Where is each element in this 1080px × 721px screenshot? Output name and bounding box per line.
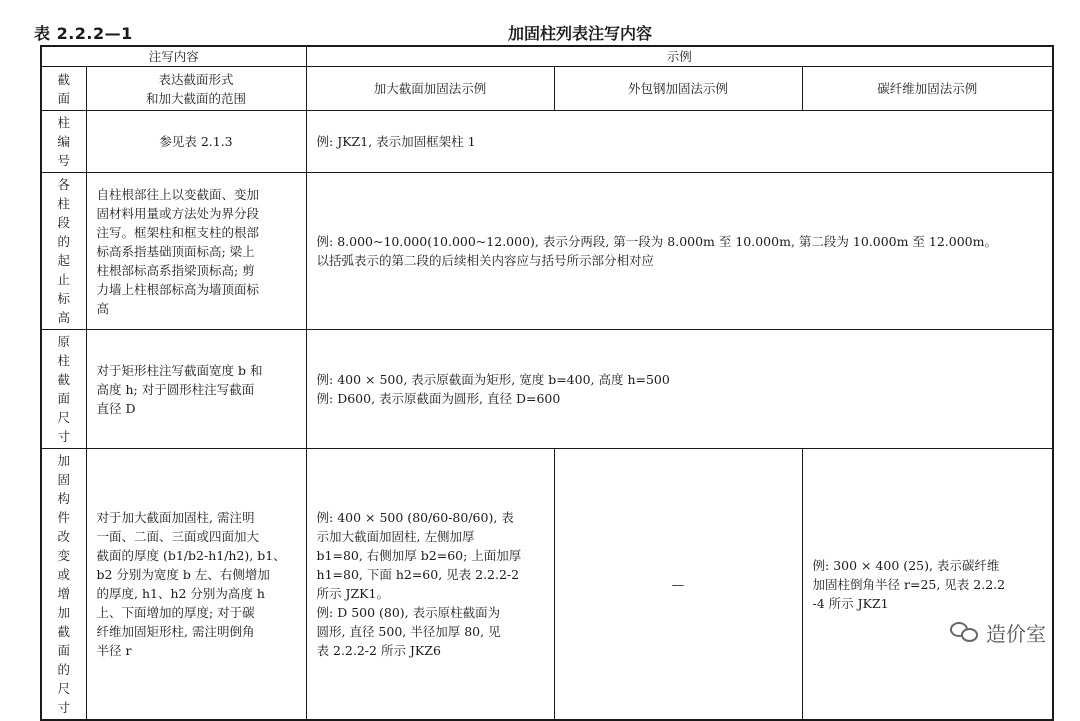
row-label: 各柱段的起止标高 bbox=[41, 173, 86, 330]
row-desc: 自柱根部往上以变截面、变加 固材料用量或方法处为界分段 注写。框架柱和框支柱的根部 标高系指基础顶面标高; 梁上 柱根部标高系指梁顶标高; 剪 力墙上柱根部标高为墙顶面标 高 bbox=[86, 173, 306, 330]
table-row bbox=[41, 330, 1053, 449]
watermark bbox=[950, 618, 1046, 647]
table-row bbox=[41, 111, 1053, 173]
header-row-top bbox=[41, 46, 1053, 67]
row-example: 例: 400 × 500, 表示原截面为矩形, 宽度 b=400, 高度 h=500 例: D600, 表示原截面为圆形, 直径 D=600 bbox=[306, 330, 1053, 449]
table-number: 表 2.2.2—1 bbox=[34, 24, 133, 43]
header-section-label: 截面 bbox=[41, 67, 86, 111]
header-col-carbon: 碳纤维加固法示例 bbox=[802, 67, 1053, 111]
row-desc: 参见表 2.1.3 bbox=[86, 111, 306, 173]
table-title: 加固柱列表注写内容 bbox=[507, 24, 652, 43]
wechat-icon bbox=[950, 620, 980, 646]
annotation-table bbox=[40, 45, 1054, 721]
table-row bbox=[41, 449, 1053, 721]
row-label: 加固构件改变或增加截面的尺寸 bbox=[41, 449, 86, 721]
header-notation: 注写内容 bbox=[41, 46, 306, 67]
row-example-carbon: 例: 300 × 400 (25), 表示碳纤维 加固柱倒角半径 r=25, 见表 2.2.2 -4 所示 JKZ1 bbox=[802, 449, 1053, 721]
row-example: 例: JKZ1, 表示加固框架柱 1 bbox=[306, 111, 1053, 173]
header-col-enlarge: 加大截面加固法示例 bbox=[306, 67, 554, 111]
row-desc: 对于加大截面加固柱, 需注明 一面、二面、三面或四面加大 截面的厚度 (b1/b2-h1/h2), b1、 b2 分别为宽度 b 左、右侧增加 的厚度, h1、h2 分别为高度 h 上、下面增加的厚度; 对于碳 纤维加固矩形柱, 需注明倒角 半径 r bbox=[86, 449, 306, 721]
table-row bbox=[41, 173, 1053, 330]
header-example: 示例 bbox=[306, 46, 1053, 67]
row-label: 原柱截面尺寸 bbox=[41, 330, 86, 449]
row-desc: 对于矩形柱注写截面宽度 b 和 高度 h; 对于圆形柱注写截面 直径 D bbox=[86, 330, 306, 449]
watermark-text: 造价室 bbox=[986, 622, 1046, 646]
header-row-sub bbox=[41, 67, 1053, 111]
row-label: 柱编号 bbox=[41, 111, 86, 173]
row-example: 例: 8.000~10.000(10.000~12.000), 表示分两段, 第一段为 8.000m 至 10.000m, 第二段为 10.000m 至 12.000m。 以括弧表示的第二段的后续相关内容应与括号所示部分相对应 bbox=[306, 173, 1053, 330]
header-col-steel: 外包钢加固法示例 bbox=[554, 67, 802, 111]
row-example-enlarge: 例: 400 × 500 (80/60-80/60), 表 示加大截面加固柱, 左侧加厚 b1=80, 右侧加厚 b2=60; 上面加厚 h1=80, 下面 h2=60, 见表 2.2.2-2 所示 JZK1。 例: D 500 (80), 表示原柱截面为 圆形, 直径 500, 半径加厚 80, 见 表 2.2.2-2 所示 JKZ6 bbox=[306, 449, 554, 721]
row-example-steel: — bbox=[554, 449, 802, 721]
header-section-form: 表达截面形式 和加大截面的范围 bbox=[86, 67, 306, 111]
